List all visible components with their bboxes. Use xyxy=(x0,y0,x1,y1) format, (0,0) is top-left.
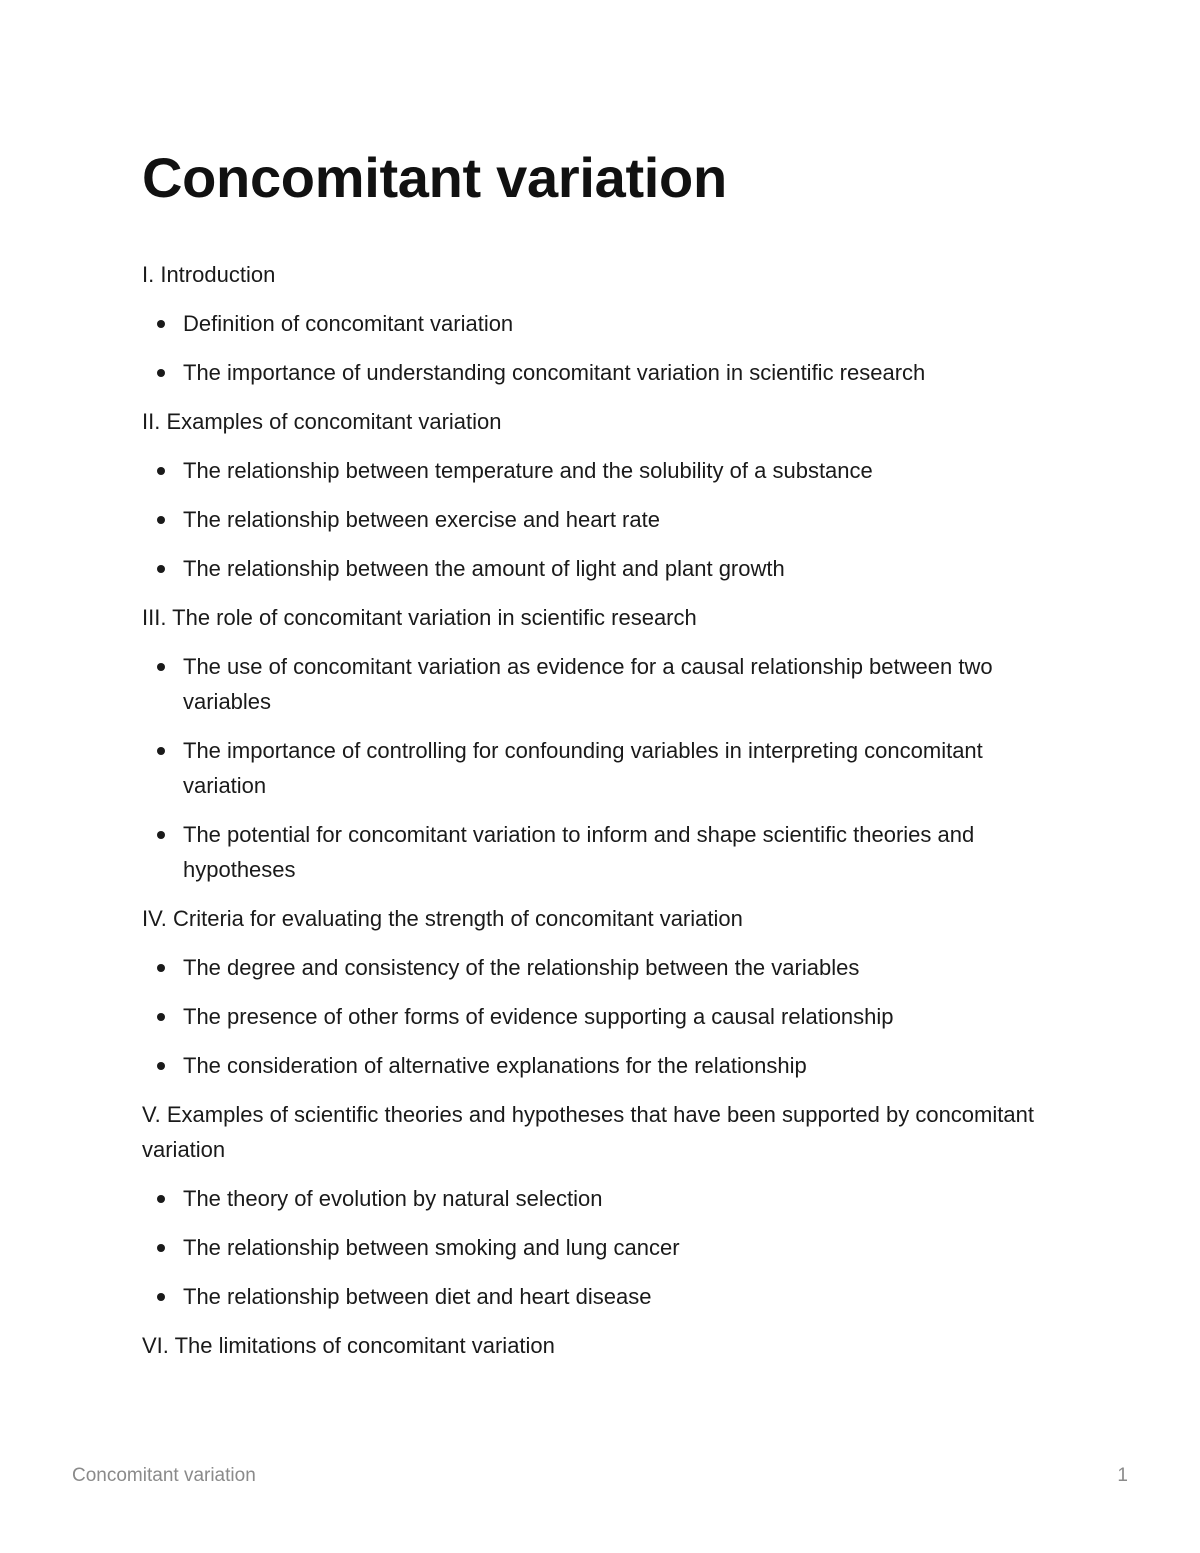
list-item-text: The relationship between temperature and the solubility of a substance xyxy=(183,458,873,483)
bullet-icon xyxy=(157,369,165,377)
bullet-icon xyxy=(157,1244,165,1252)
list-item-text: The relationship between diet and heart disease xyxy=(183,1284,652,1309)
list-item xyxy=(142,355,1062,390)
section-heading: I. Introduction xyxy=(142,262,276,287)
list-item-text: The degree and consistency of the relationship between the variables xyxy=(183,955,860,980)
section-heading: IV. Criteria for evaluating the strength of concomitant variation xyxy=(142,906,743,931)
list-item-text: The relationship between the amount of light and plant growth xyxy=(183,556,785,581)
bullet-list xyxy=(142,1181,1062,1314)
bullet-icon xyxy=(157,1062,165,1070)
section-criteria xyxy=(142,901,1062,1083)
list-item xyxy=(142,950,1062,985)
list-item-text: The theory of evolution by natural selection xyxy=(183,1186,603,1211)
list-item xyxy=(142,999,1062,1034)
list-item xyxy=(142,817,1062,887)
list-item xyxy=(142,1181,1062,1216)
list-item xyxy=(142,1048,1062,1083)
list-item xyxy=(142,453,1062,488)
footer-document-title: Concomitant variation xyxy=(72,1465,256,1486)
section-limitations xyxy=(142,1328,1062,1363)
section-heading: II. Examples of concomitant variation xyxy=(142,409,502,434)
footer-page-number: 1 xyxy=(1117,1465,1128,1486)
section-heading: V. Examples of scientific theories and hypotheses that have been supported by concomitant variation xyxy=(142,1102,1034,1162)
list-item xyxy=(142,306,1062,341)
section-heading: III. The role of concomitant variation in scientific research xyxy=(142,605,697,630)
bullet-icon xyxy=(157,747,165,755)
section-introduction xyxy=(142,257,1062,390)
bullet-list xyxy=(142,306,1062,390)
list-item-text: The use of concomitant variation as evidence for a causal relationship between two variables xyxy=(183,654,993,714)
section-examples xyxy=(142,404,1062,586)
bullet-list xyxy=(142,950,1062,1083)
bullet-list xyxy=(142,453,1062,586)
bullet-icon xyxy=(157,565,165,573)
bullet-icon xyxy=(157,1293,165,1301)
bullet-icon xyxy=(157,663,165,671)
bullet-icon xyxy=(157,831,165,839)
list-item xyxy=(142,1279,1062,1314)
bullet-icon xyxy=(157,516,165,524)
section-role-in-research xyxy=(142,600,1062,887)
list-item-text: The consideration of alternative explanations for the relationship xyxy=(183,1053,807,1078)
section-supported-theories xyxy=(142,1097,1062,1314)
list-item-text: Definition of concomitant variation xyxy=(183,311,514,336)
list-item xyxy=(142,502,1062,537)
section-heading: VI. The limitations of concomitant variation xyxy=(142,1333,555,1358)
bullet-icon xyxy=(157,964,165,972)
list-item-text: The importance of controlling for confounding variables in interpreting concomitant variation xyxy=(183,738,983,798)
list-item xyxy=(142,1230,1062,1265)
list-item xyxy=(142,649,1062,719)
bullet-icon xyxy=(157,467,165,475)
bullet-icon xyxy=(157,1195,165,1203)
outline xyxy=(142,257,1062,1363)
list-item-text: The relationship between exercise and heart rate xyxy=(183,507,660,532)
bullet-list xyxy=(142,649,1062,887)
page-title: Concomitant variation xyxy=(142,146,727,209)
page-content xyxy=(142,145,1062,1377)
list-item-text: The presence of other forms of evidence supporting a causal relationship xyxy=(183,1004,894,1029)
list-item-text: The potential for concomitant variation to inform and shape scientific theories and hypotheses xyxy=(183,822,975,882)
list-item xyxy=(142,733,1062,803)
list-item-text: The relationship between smoking and lung cancer xyxy=(183,1235,680,1260)
list-item-text: The importance of understanding concomitant variation in scientific research xyxy=(183,360,926,385)
list-item xyxy=(142,551,1062,586)
bullet-icon xyxy=(157,1013,165,1021)
bullet-icon xyxy=(157,320,165,328)
